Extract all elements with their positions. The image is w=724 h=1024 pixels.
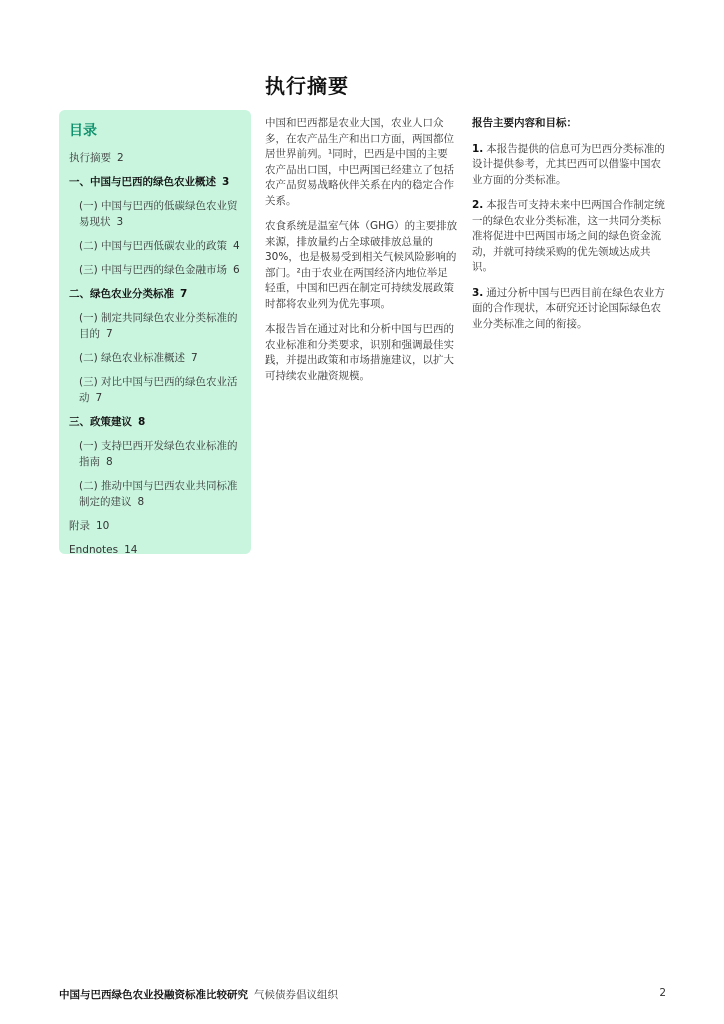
page-footer: [59, 987, 666, 1002]
toc-item-section-1-2[interactable]: [69, 238, 241, 254]
toc-item-section-1-3[interactable]: [69, 262, 241, 278]
toc-item-endnotes[interactable]: [69, 542, 241, 558]
toc-item-label: (二) 绿色农业标准概述: [79, 352, 186, 364]
objective-point: [472, 198, 668, 276]
objective-number: 2.: [472, 199, 484, 211]
toc-item-label: 二、绿色农业分类标准: [69, 288, 174, 300]
toc-item-label: 执行摘要: [69, 152, 111, 164]
toc-item-label: (一) 中国与巴西的低碳绿色农业贸易现状: [79, 200, 238, 228]
body-paragraph: 中国和巴西都是农业大国，农业人口众多，在农产品生产和出口方面，两国都位居世界前列。¹同时，巴西是中国的主要农产品出口国，中巴两国已经建立了包括农产品贸易战略伙伴关系在内的稳定合作关系。: [265, 117, 454, 207]
objective-number: 1.: [472, 142, 484, 155]
toc-item-page: 7: [106, 328, 113, 340]
objectives-heading: 报告主要内容和目标：: [472, 117, 577, 129]
toc-item-section-3[interactable]: [69, 414, 241, 430]
footer-report-title: 中国与巴西绿色农业投融资标准比较研究: [59, 989, 248, 1001]
toc-item-label: Endnotes: [69, 544, 119, 556]
toc-item-label: (二) 推动中国与巴西农业共同标准制定的建议: [79, 480, 238, 508]
toc-item-appendix[interactable]: [69, 518, 241, 534]
toc-item-page: 3: [222, 176, 230, 188]
toc-item-label: (一) 支持巴西开发绿色农业标准的指南: [79, 440, 238, 468]
toc-item-page: 7: [95, 392, 103, 404]
objective-text: 本报告可支持未来中巴两国合作制定统一的绿色农业分类标准，这一共同分类标准将促进中巴两国市场之间的绿色资金流动，并就可持续采购的优先领域达成共识。: [472, 199, 665, 273]
toc-item-executive-summary[interactable]: [69, 150, 241, 166]
toc-item-page: 6: [233, 264, 240, 276]
objective-text: 通过分析中国与巴西目前在绿色农业方面的合作现状，本研究还讨论国际绿色农业分类标准之间的衔接。: [472, 286, 665, 330]
toc-item-page: 4: [233, 240, 240, 252]
toc-item-label: (三) 对比中国与巴西的绿色农业活动: [79, 376, 238, 404]
objective-point: [472, 142, 668, 189]
toc-item-section-2[interactable]: [69, 286, 241, 302]
toc-item-section-3-1[interactable]: [69, 438, 241, 470]
body-column-right: [472, 116, 668, 342]
toc-heading: 目录: [69, 123, 97, 139]
body-column-left: [265, 116, 458, 394]
toc-item-label: 三、政策建议: [69, 416, 132, 428]
toc-item-label: (一) 制定共同绿色农业分类标准的目的: [79, 312, 238, 340]
toc-item-label: (二) 中国与巴西低碳农业的政策: [79, 240, 228, 252]
toc-item-section-2-2[interactable]: [69, 350, 241, 366]
toc-item-page: 3: [116, 216, 124, 228]
toc-item-section-2-1[interactable]: [69, 310, 241, 342]
toc-item-label: (三) 中国与巴西的绿色金融市场: [79, 264, 228, 276]
toc-item-page: 8: [138, 416, 146, 428]
objective-point: [472, 286, 668, 333]
body-paragraph: 本报告旨在通过对比和分析中国与巴西的农业标准和分类要求，识别和强调最佳实践，并提出政策和市场措施建议，以扩大可持续农业融资规模。: [265, 323, 454, 382]
objective-text: 本报告提供的信息可为巴西分类标准的设计提供参考，尤其巴西可以借鉴中国农业方面的分类标准。: [472, 142, 665, 186]
objective-number: 3.: [472, 286, 484, 299]
table-of-contents: [59, 110, 251, 554]
page-title: 执行摘要: [265, 74, 349, 98]
page-number: 2: [659, 987, 666, 999]
toc-item-section-3-2[interactable]: [69, 478, 241, 510]
toc-item-page: 7: [191, 352, 198, 364]
toc-item-page: 7: [180, 288, 188, 300]
toc-item-page: 2: [117, 152, 124, 164]
toc-item-page: 8: [106, 456, 113, 468]
toc-item-page: 8: [137, 496, 145, 508]
footer-organization: 气候债券倡议组织: [254, 989, 338, 1001]
toc-item-label: 一、中国与巴西的绿色农业概述: [69, 176, 216, 188]
toc-item-section-1-1[interactable]: [69, 198, 241, 230]
toc-item-section-1[interactable]: [69, 174, 241, 190]
toc-item-label: 附录: [69, 520, 90, 532]
body-paragraph: 农食系统是温室气体（GHG）的主要排放来源，排放量约占全球破排放总量的30%，也是极易受到相关气候风险影响的部门。²由于农业在两国经济内地位举足轻重，中国和巴西在制定可持续发展政策时都将农业列为优先事项。: [265, 220, 458, 310]
toc-item-section-2-3[interactable]: [69, 374, 241, 406]
toc-item-page: 14: [124, 544, 138, 556]
toc-item-page: 10: [96, 520, 110, 532]
